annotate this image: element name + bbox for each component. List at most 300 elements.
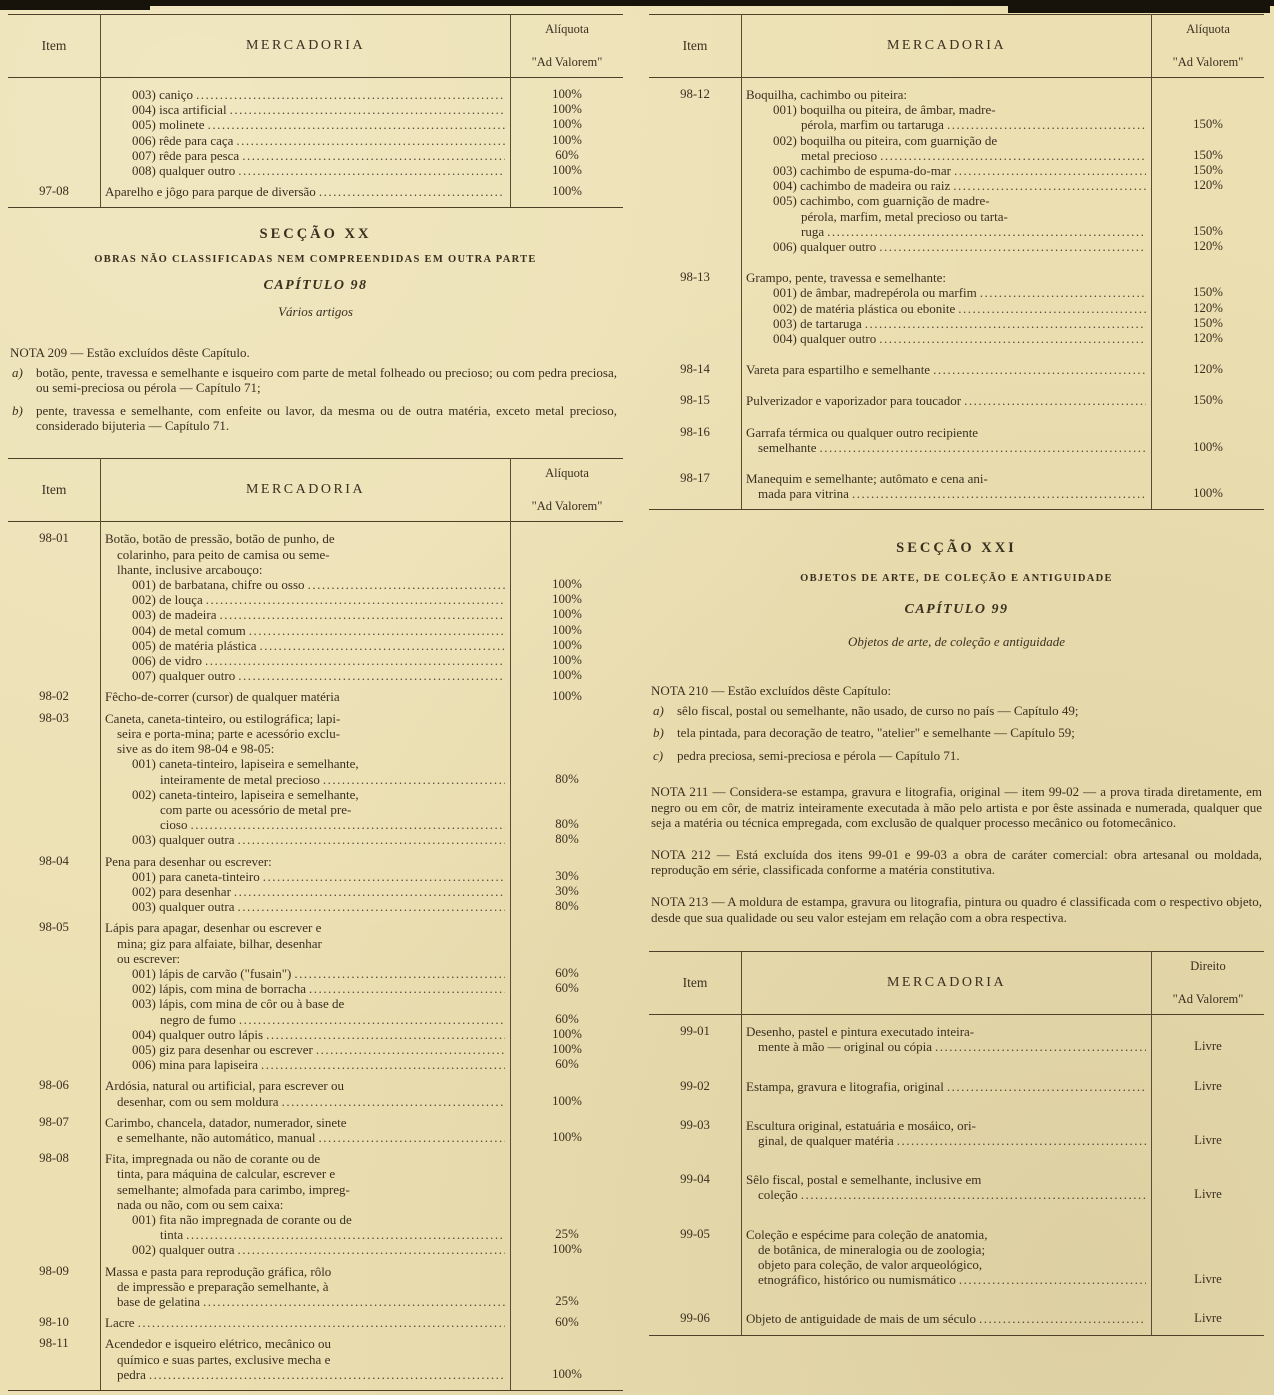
nota-item-key: b) — [12, 402, 23, 418]
rate-value: 100% — [552, 668, 582, 683]
rate-value: 100% — [552, 1093, 582, 1108]
merchandise-text — [741, 1257, 1152, 1272]
item-code: 98-09 — [39, 1263, 69, 1278]
item-code — [8, 1367, 100, 1382]
merchandise-text — [100, 1094, 511, 1109]
merchandise-text — [741, 209, 1152, 224]
item-code — [8, 1212, 100, 1227]
rate-value — [511, 951, 623, 966]
rate-value — [1152, 425, 1264, 440]
col-header-item: Item — [41, 482, 67, 498]
merchandise-line: Coleção e espécime para coleção de anatomia, — [746, 1226, 988, 1242]
dot-leader — [238, 1242, 505, 1257]
merchandise-text — [100, 1264, 511, 1279]
merchandise-line: Pulverizador e vaporizador para toucador — [746, 393, 962, 409]
rate-value: 100% — [552, 184, 582, 199]
item-code — [649, 486, 741, 501]
rate-value: 80% — [555, 899, 579, 914]
item-code — [8, 1057, 100, 1072]
item-code — [649, 239, 741, 254]
merchandise-line: 004) qualquer outro — [773, 331, 877, 347]
col-header-aliquota — [511, 459, 623, 521]
merchandise-line: 001) de âmbar, madrepérola ou marfim — [773, 285, 977, 301]
table-row — [8, 547, 623, 562]
ad-valorem-label: "Ad Valorem" — [531, 499, 603, 514]
merchandise-text — [100, 787, 511, 802]
table-row — [8, 1057, 623, 1072]
aliquota-label: Alíquota — [545, 466, 589, 481]
rate-value: 60% — [555, 965, 579, 980]
table-row — [8, 1130, 623, 1145]
merchandise-line: ou escrever: — [117, 950, 181, 966]
dot-leader — [261, 1057, 505, 1072]
chapter-title: CAPÍTULO 98 — [263, 278, 368, 294]
item-code: 98-17 — [680, 471, 710, 486]
item-code — [649, 1187, 741, 1202]
dot-leader — [205, 653, 505, 668]
table-row — [649, 1118, 1264, 1133]
merchandise-text — [741, 87, 1152, 102]
merchandise-text — [100, 726, 511, 741]
rate-value — [511, 741, 623, 756]
table-row — [8, 936, 623, 951]
rate-value: 80% — [555, 817, 579, 832]
rate-value — [511, 920, 623, 935]
rate-value: 60% — [555, 1315, 579, 1330]
rate-value — [511, 547, 623, 562]
merchandise-text — [741, 1133, 1152, 1148]
table-row — [8, 920, 623, 935]
merchandise-text — [100, 653, 511, 668]
merchandise-line: lhante, inclusive arcabouço: — [117, 561, 263, 577]
merchandise-line: Objeto de antiguidade de mais de um século — [746, 1311, 976, 1327]
merchandise-text — [741, 316, 1152, 331]
merchandise-line: mente à mão — original ou cópia — [758, 1039, 933, 1055]
table-row — [8, 562, 623, 577]
merchandise-text — [100, 996, 511, 1011]
table-header — [649, 951, 1264, 1015]
merchandise-line: e semelhante, não automático, manual — [117, 1129, 316, 1145]
merchandise-text — [100, 562, 511, 577]
merchandise-text — [100, 854, 511, 869]
table-row — [8, 1151, 623, 1166]
item-code: 98-11 — [39, 1336, 69, 1351]
table-row — [8, 1367, 623, 1382]
rate-value: 60% — [555, 981, 579, 996]
item-code: 98-08 — [39, 1151, 69, 1166]
dot-leader — [801, 1187, 1146, 1202]
merchandise-text — [741, 148, 1152, 163]
item-code — [8, 1027, 100, 1042]
table-body — [649, 78, 1264, 509]
table-row — [8, 668, 623, 683]
rate-value — [511, 531, 623, 546]
merchandise-line: tinta — [160, 1227, 184, 1243]
merchandise-line: etnográfico, histórico ou numismático — [758, 1272, 956, 1288]
table-row — [649, 486, 1264, 501]
merchandise-line: semelhante; almofada para carimbo, impreg- — [117, 1181, 350, 1197]
dot-leader — [234, 884, 505, 899]
table-row — [649, 440, 1264, 455]
dot-leader — [958, 301, 1146, 316]
item-code: 98-06 — [39, 1078, 69, 1093]
merchandise-line: 001) lápis de carvão ("fusain") — [132, 965, 292, 981]
table-row — [649, 193, 1264, 208]
dot-leader — [316, 1042, 505, 1057]
merchandise-line: 003) qualquer outra — [132, 832, 235, 848]
merchandise-line: Fêcho-de-correr (cursor) de qualquer matéria — [105, 689, 340, 705]
dot-leader — [149, 1367, 505, 1382]
merchandise-line: seira e porta-mina; parte e acessório exclu- — [117, 725, 341, 741]
item-code — [649, 1039, 741, 1054]
merchandise-line: 005) giz para desenhar ou escrever — [132, 1041, 313, 1057]
nota-item-a — [651, 703, 1262, 718]
rate-value — [511, 787, 623, 802]
item-code — [649, 133, 741, 148]
table-row — [649, 1187, 1264, 1202]
table-row — [8, 1336, 623, 1351]
merchandise-text — [100, 884, 511, 899]
table-row — [649, 133, 1264, 148]
nota-item-b — [651, 725, 1262, 740]
item-code — [8, 148, 100, 163]
item-code — [8, 1242, 100, 1257]
rate-value — [511, 1078, 623, 1093]
table-row — [649, 471, 1264, 486]
table-row — [8, 653, 623, 668]
dot-leader — [865, 316, 1146, 331]
merchandise-text — [100, 1227, 511, 1242]
rate-value: 150% — [1193, 393, 1223, 408]
rate-value: 100% — [1193, 439, 1223, 454]
merchandise-line: 006) rêde para caça — [132, 132, 234, 148]
rate-value: 150% — [1193, 147, 1223, 162]
item-code — [8, 996, 100, 1011]
nota-210 — [651, 670, 1262, 770]
rate-value: 150% — [1193, 163, 1223, 178]
table-row — [8, 787, 623, 802]
item-code — [649, 163, 741, 178]
nota-212: NOTA 212 — Está excluída dos itens 99-01 e 99-03 a obra de caráter comercial: obra artesanal ou moldada, reprodução em série, classificada conforme a matéria constitutiva. — [651, 846, 1262, 878]
merchandise-text — [741, 440, 1152, 455]
merchandise-line: pérola, marfim ou tartaruga — [801, 117, 944, 133]
merchandise-text — [100, 966, 511, 981]
table-row — [8, 1242, 623, 1257]
table-row — [649, 87, 1264, 102]
merchandise-text — [100, 163, 511, 178]
table-row — [8, 1212, 623, 1227]
merchandise-text — [100, 592, 511, 607]
nota-item-a — [10, 365, 621, 396]
rate-value — [1152, 270, 1264, 285]
merchandise-line: semelhante — [758, 439, 817, 455]
item-code — [8, 133, 100, 148]
rate-value: Livre — [1194, 1272, 1222, 1287]
table-row — [8, 1352, 623, 1367]
merchandise-text — [741, 1024, 1152, 1039]
rate-value — [511, 802, 623, 817]
chapter-subtitle: Objetos de arte, de coleção e antiguidade — [848, 634, 1065, 650]
merchandise-text — [100, 1182, 511, 1197]
table-row — [8, 854, 623, 869]
rate-value: 100% — [552, 87, 582, 101]
item-code — [8, 102, 100, 117]
table-row — [649, 209, 1264, 224]
nota-item-text: pedra preciosa, semi-preciosa e pérola — Capítulo 71. — [677, 747, 960, 763]
dot-leader — [208, 117, 505, 132]
item-code — [649, 193, 741, 208]
col-header-item: Item — [682, 975, 708, 991]
merchandise-line: 003) cachimbo de espuma-do-mar — [773, 163, 951, 179]
item-code — [8, 87, 100, 102]
rate-value: 100% — [552, 1026, 582, 1041]
merchandise-text — [100, 607, 511, 622]
merchandise-text — [100, 689, 511, 704]
item-code — [8, 1182, 100, 1197]
section-title: SECÇÃO XXI — [896, 540, 1017, 557]
table-row — [8, 966, 623, 981]
dot-leader — [242, 148, 505, 163]
rate-value — [1152, 1242, 1264, 1257]
item-code — [8, 562, 100, 577]
merchandise-line: coleção — [758, 1187, 798, 1203]
merchandise-line: Garrafa térmica ou qualquer outro recipiente — [746, 424, 979, 440]
dot-leader — [260, 638, 505, 653]
rate-value: 80% — [555, 832, 579, 847]
merchandise-line: 006) qualquer outro — [773, 239, 877, 255]
table-row — [8, 981, 623, 996]
merchandise-line: 002) boquilha ou piteira, com guarnição de — [773, 132, 998, 148]
item-code — [8, 1279, 100, 1294]
merchandise-line: cioso — [160, 817, 188, 833]
merchandise-text — [741, 1039, 1152, 1054]
merchandise-text — [741, 471, 1152, 486]
merchandise-line: objeto para coleção, de valor arqueológico, — [758, 1257, 983, 1273]
table-row — [8, 756, 623, 771]
col-header-mercadoria: MERCADORIA — [245, 38, 366, 53]
rate-value: 100% — [552, 653, 582, 668]
merchandise-line: 005) molinete — [132, 117, 205, 133]
table-row — [649, 1227, 1264, 1242]
item-code — [8, 1012, 100, 1027]
nota-item-key: a) — [653, 702, 664, 718]
item-code: 98-05 — [39, 920, 69, 935]
merchandise-text — [100, 1315, 511, 1330]
item-code — [649, 102, 741, 117]
merchandise-text — [100, 1012, 511, 1027]
table-body — [649, 1015, 1264, 1334]
merchandise-text — [100, 531, 511, 546]
table-row — [649, 224, 1264, 239]
merchandise-text — [100, 1336, 511, 1351]
merchandise-text — [100, 951, 511, 966]
item-code — [8, 936, 100, 951]
nota-item-key: c) — [653, 747, 664, 763]
section-subtitle: OBJETOS DE ARTE, DE COLEÇÃO E ANTIGUIDADE — [800, 573, 1113, 585]
rate-value — [511, 1151, 623, 1166]
rate-value: Livre — [1194, 1311, 1222, 1326]
table-row — [649, 1172, 1264, 1187]
dot-leader — [323, 772, 505, 787]
rate-value: 150% — [1193, 223, 1223, 238]
dot-leader — [203, 1294, 505, 1309]
two-column-layout — [8, 14, 1264, 1389]
table-row — [8, 133, 623, 148]
merchandise-line: Lacre — [105, 1315, 135, 1331]
rate-value — [511, 756, 623, 771]
merchandise-text — [100, 148, 511, 163]
merchandise-line: ruga — [801, 223, 825, 239]
merchandise-text — [100, 638, 511, 653]
rate-value — [1152, 1118, 1264, 1133]
dot-leader — [308, 577, 505, 592]
rate-value — [511, 996, 623, 1011]
item-code — [8, 741, 100, 756]
rate-value: 100% — [552, 637, 582, 652]
dot-leader — [964, 393, 1146, 408]
dot-leader — [954, 163, 1146, 178]
merchandise-line: 005) de matéria plástica — [132, 637, 257, 653]
item-code — [8, 787, 100, 802]
rate-value: 100% — [552, 622, 582, 637]
merchandise-line: 003) de madeira — [132, 607, 217, 623]
item-code — [649, 331, 741, 346]
item-code — [649, 148, 741, 163]
dot-leader — [190, 817, 505, 832]
table-row — [8, 184, 623, 199]
merchandise-line: Acendedor e isqueiro elétrico, mecânico ou — [105, 1336, 331, 1352]
table-row — [649, 1024, 1264, 1039]
rate-value: 30% — [555, 868, 579, 883]
table-row — [649, 393, 1264, 408]
merchandise-line: com parte ou acessório de metal pre- — [160, 801, 352, 817]
rate-value — [511, 1352, 623, 1367]
merchandise-text — [100, 802, 511, 817]
table-row — [8, 832, 623, 847]
item-code: 98-15 — [680, 393, 710, 408]
merchandise-text — [100, 1078, 511, 1093]
merchandise-line: Manequim e semelhante; autômato e cena ani- — [746, 471, 988, 487]
rate-value — [1152, 193, 1264, 208]
rate-value: Livre — [1194, 1133, 1222, 1148]
dot-leader — [879, 239, 1146, 254]
table-row — [649, 1079, 1264, 1094]
merchandise-line: Aparelho e jôgo para parque de diversão — [105, 184, 316, 200]
merchandise-text — [741, 362, 1152, 377]
rate-value: 120% — [1193, 300, 1223, 315]
item-code — [8, 1352, 100, 1367]
merchandise-text — [741, 163, 1152, 178]
dot-leader — [282, 1094, 505, 1109]
tariff-table-97-continuation — [8, 14, 623, 208]
merchandise-text — [741, 102, 1152, 117]
dot-leader — [238, 832, 505, 847]
ad-valorem-label: "Ad Valorem" — [1172, 55, 1244, 69]
merchandise-line: 006) de vidro — [132, 653, 203, 669]
col-header-aliquota — [511, 15, 623, 77]
dot-leader — [238, 668, 505, 683]
item-code — [649, 285, 741, 300]
section-subtitle: OBRAS NÃO CLASSIFICADAS NEM COMPREENDIDAS EM OUTRA PARTE — [94, 254, 537, 266]
table-row — [8, 1094, 623, 1109]
table-row — [649, 239, 1264, 254]
col-header-mercadoria: MERCADORIA — [886, 975, 1007, 991]
merchandise-line: 001) boquilha ou piteira, de âmbar, madre- — [773, 102, 996, 118]
rate-value: Livre — [1194, 1039, 1222, 1054]
rate-value — [1152, 1024, 1264, 1039]
merchandise-line: inteiramente de metal precioso — [160, 771, 320, 787]
rate-value: 100% — [552, 1041, 582, 1056]
nota-head: NOTA 209 — Estão excluídos dêste Capítulo. — [10, 345, 250, 361]
merchandise-text — [100, 184, 511, 199]
merchandise-line: Massa e pasta para reprodução gráfica, rôlo — [105, 1263, 332, 1279]
merchandise-line: 002) lápis, com mina de borracha — [132, 981, 306, 997]
item-code — [649, 1257, 741, 1272]
table-row — [649, 362, 1264, 377]
table-row — [649, 163, 1264, 178]
merchandise-line: 002) de louça — [132, 592, 203, 608]
item-code: 99-06 — [680, 1311, 710, 1326]
right-column — [649, 14, 1264, 1389]
merchandise-line: sive as do item 98-04 e 98-05: — [117, 741, 275, 757]
merchandise-line: 003) caniço — [132, 87, 194, 102]
rate-value — [511, 854, 623, 869]
item-code: 99-04 — [680, 1172, 710, 1187]
rate-value: 100% — [552, 102, 582, 117]
merchandise-text — [741, 1187, 1152, 1202]
merchandise-text — [741, 178, 1152, 193]
item-code: 98-07 — [39, 1114, 69, 1129]
item-code: 98-13 — [680, 270, 710, 285]
merchandise-text — [100, 1151, 511, 1166]
merchandise-line: Caneta, caneta-tinteiro, ou estilográfica; lapi- — [105, 710, 341, 726]
rate-value: 100% — [552, 132, 582, 147]
merchandise-line: 001) para caneta-tinteiro — [132, 868, 260, 884]
merchandise-line: tinta, para máquina de calcular, escrever e — [117, 1166, 336, 1182]
merchandise-text — [100, 623, 511, 638]
nota-item-key: a) — [12, 364, 23, 380]
table-row — [649, 316, 1264, 331]
table-row — [8, 802, 623, 817]
table-row — [8, 1197, 623, 1212]
rate-value — [511, 1336, 623, 1351]
table-row — [8, 623, 623, 638]
rate-value: 60% — [555, 147, 579, 162]
merchandise-line: 008) qualquer outro — [132, 163, 236, 179]
merchandise-line: Ardósia, natural ou artificial, para escrever ou — [105, 1078, 344, 1094]
rate-value — [1152, 1227, 1264, 1242]
merchandise-text — [100, 133, 511, 148]
merchandise-line: Vareta para espartilho e semelhante — [746, 362, 931, 378]
rate-value — [511, 711, 623, 726]
merchandise-line: 004) isca artificial — [132, 102, 227, 118]
merchandise-text — [741, 270, 1152, 285]
merchandise-text — [100, 1057, 511, 1072]
section-20-heading — [12, 226, 619, 320]
merchandise-line: Pena para desenhar ou escrever: — [105, 853, 272, 869]
merchandise-line: mina; giz para alfaiate, bilhar, desenhar — [117, 935, 322, 951]
merchandise-line: base de gelatina — [117, 1294, 201, 1309]
table-row — [8, 1227, 623, 1242]
table-row — [649, 1133, 1264, 1148]
nota-211: NOTA 211 — Considera-se estampa, gravura e litografia, original — item 99-02 — a prova tirada diretamente, em negro ou em côr, de matriz inteiramente executada à mão pelo artista e por êste assinada e numerada, qualquer que seja a matéria ou técnica empregada, com exclusão de qualquer processo mecânico ou fotomecânico. — [651, 784, 1262, 831]
table-row — [649, 148, 1264, 163]
merchandise-text — [100, 1367, 511, 1382]
table-row — [649, 1272, 1264, 1287]
merchandise-text — [100, 832, 511, 847]
dot-leader — [206, 592, 505, 607]
merchandise-text — [741, 1272, 1152, 1287]
